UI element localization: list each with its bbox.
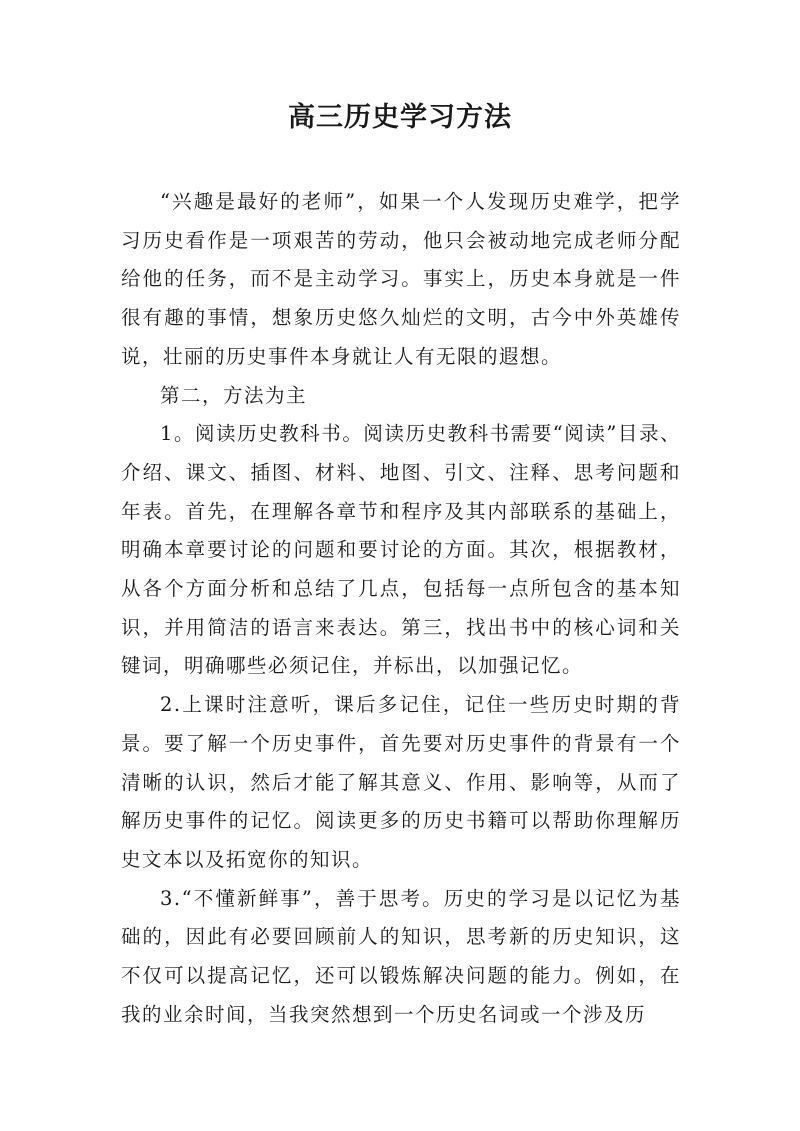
paragraph-method-2: 2.上课时注意听，课后多记住，记住一些历史时期的背景。要了解一个历史事件，首先要对历史事件的背景有一个清晰的认识，然后才能了解其意义、作用、影响等，从而了解历史事件的记忆。阅读更多的历史书籍可以帮助你理解历史文本以及拓宽你的知识。 xyxy=(121,693,681,871)
document-title: 高三历史学习方法 xyxy=(288,102,512,133)
document-body xyxy=(121,183,681,1034)
paragraph-method-1: 1。阅读历史教科书。阅读历史教科书需要“阅读”目录、介绍、课文、插图、材料、地图、引文、注释、思考问题和年表。首先，在理解各章节和程序及其内部联系的基础上，明确本章要讨论的问题和要讨论的方面。其次，根据教材，从各个方面分析和总结了几点，包括每一点所包含的基本知识，并用简洁的语言来表达。第三，找出书中的核心词和关键词，明确哪些必须记住，并标出，以加强记忆。 xyxy=(121,422,681,678)
paragraph-section-heading: 第二，方法为主 xyxy=(160,383,308,407)
paragraph-method-3: 3.“不懂新鲜事”，善于思考。历史的学习是以记忆为基础的，因此有必要回顾前人的知识，思考新的历史知识，这不仅可以提高记忆，还可以锻炼解决问题的能力。例如，在我的业余时间，当我突然想到一个历史名词或一个涉及历 xyxy=(121,886,681,1026)
paragraph-interest: “兴趣是最好的老师”，如果一个人发现历史难学，把学习历史看作是一项艰苦的劳动，他只会被动地完成老师分配给他的任务，而不是主动学习。事实上，历史本身就是一件很有趣的事情，想象历史悠久灿烂的文明，古今中外英雄传说，壮丽的历史事件本身就让人有无限的遐想。 xyxy=(121,190,681,368)
